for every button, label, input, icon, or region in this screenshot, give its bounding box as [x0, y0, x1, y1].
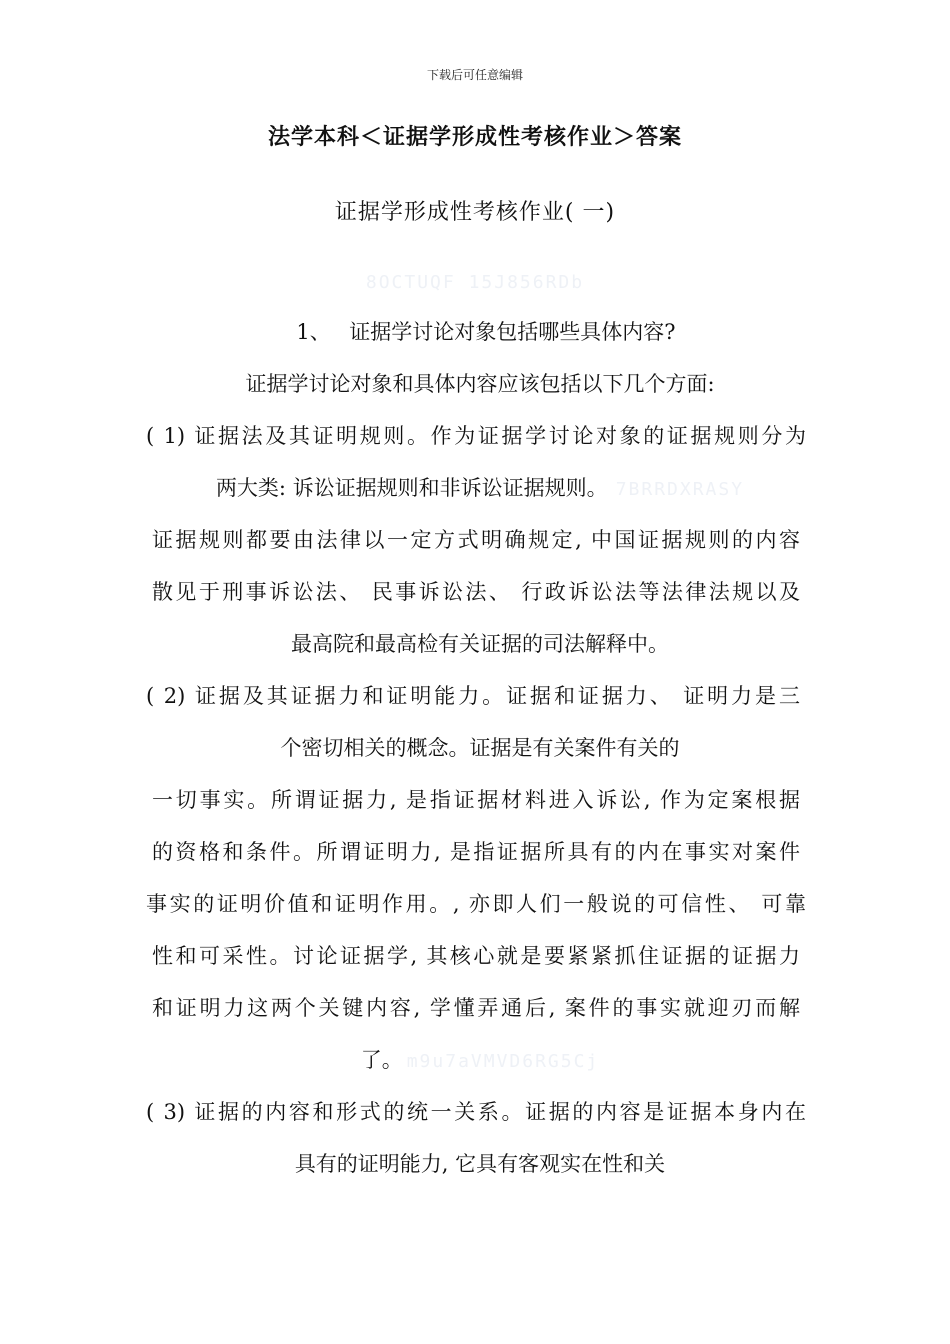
watermark-text: 8OCTUQF 15J856RDb [365, 272, 585, 293]
body-line: 具有的证明能力, 它具有客观实在性和关 [294, 1152, 666, 1176]
watermark-text: m9u7aVMVD6RG5Cj [406, 1051, 600, 1072]
question-1 [140, 318, 820, 346]
body-line: 和证明力这两个关键内容, 学懂弄通后, 案件的事实就迎刃而解 [152, 996, 800, 1020]
body-line: 证据规则都要由法律以一定方式明确规定, 中国证据规则的内容 [152, 528, 800, 552]
body-line: ( 3) 证据的内容和形式的统一关系。证据的内容是证据本身内在 [146, 1100, 806, 1124]
body-line: 最高院和最高检有关证据的司法解释中。 [291, 632, 669, 656]
question-number: 1、 [296, 320, 331, 344]
body-line-text: 了。 [360, 1048, 403, 1072]
body-line: 性和可采性。讨论证据学, 其核心就是要紧紧抓住证据的证据力 [152, 944, 800, 968]
body-line: 事实的证明价值和证明作用。, 亦即人们一般说的可信性、 可靠 [146, 892, 806, 916]
body-line [140, 474, 820, 502]
header-note: 下载后可任意编辑 [426, 68, 523, 82]
body-line: 个密切相关的概念。证据是有关案件有关的 [280, 736, 680, 760]
body-line: ( 2) 证据及其证据力和证明能力。证据和证据力、 证明力是三 [146, 684, 800, 708]
body-line: 的资格和条件。所谓证明力, 是指证据所具有的内在事实对案件 [152, 840, 800, 864]
document-subtitle: 证据学形成性考核作业( 一) [334, 200, 616, 225]
body-line: ( 1) 证据法及其证明规则。作为证据学讨论对象的证据规则分为 [146, 424, 806, 448]
body-line: 一切事实。所谓证据力, 是指证据材料进入诉讼, 作为定案根据 [152, 788, 800, 812]
watermark-text: 7BRRDXRASY [615, 479, 745, 500]
body-line-text: 两大类: 诉讼证据规则和非诉讼证据规则。 [215, 476, 608, 500]
body-line: 证据学讨论对象和具体内容应该包括以下几个方面: [245, 372, 715, 396]
body-line: 散见于刑事诉讼法、 民事诉讼法、 行政诉讼法等法律法规以及 [152, 580, 800, 604]
body-line [140, 1046, 820, 1074]
document-title: 法学本科＜证据学形成性考核作业＞答案 [267, 124, 682, 150]
question-text: 证据学讨论对象包括哪些具体内容? [349, 320, 676, 344]
